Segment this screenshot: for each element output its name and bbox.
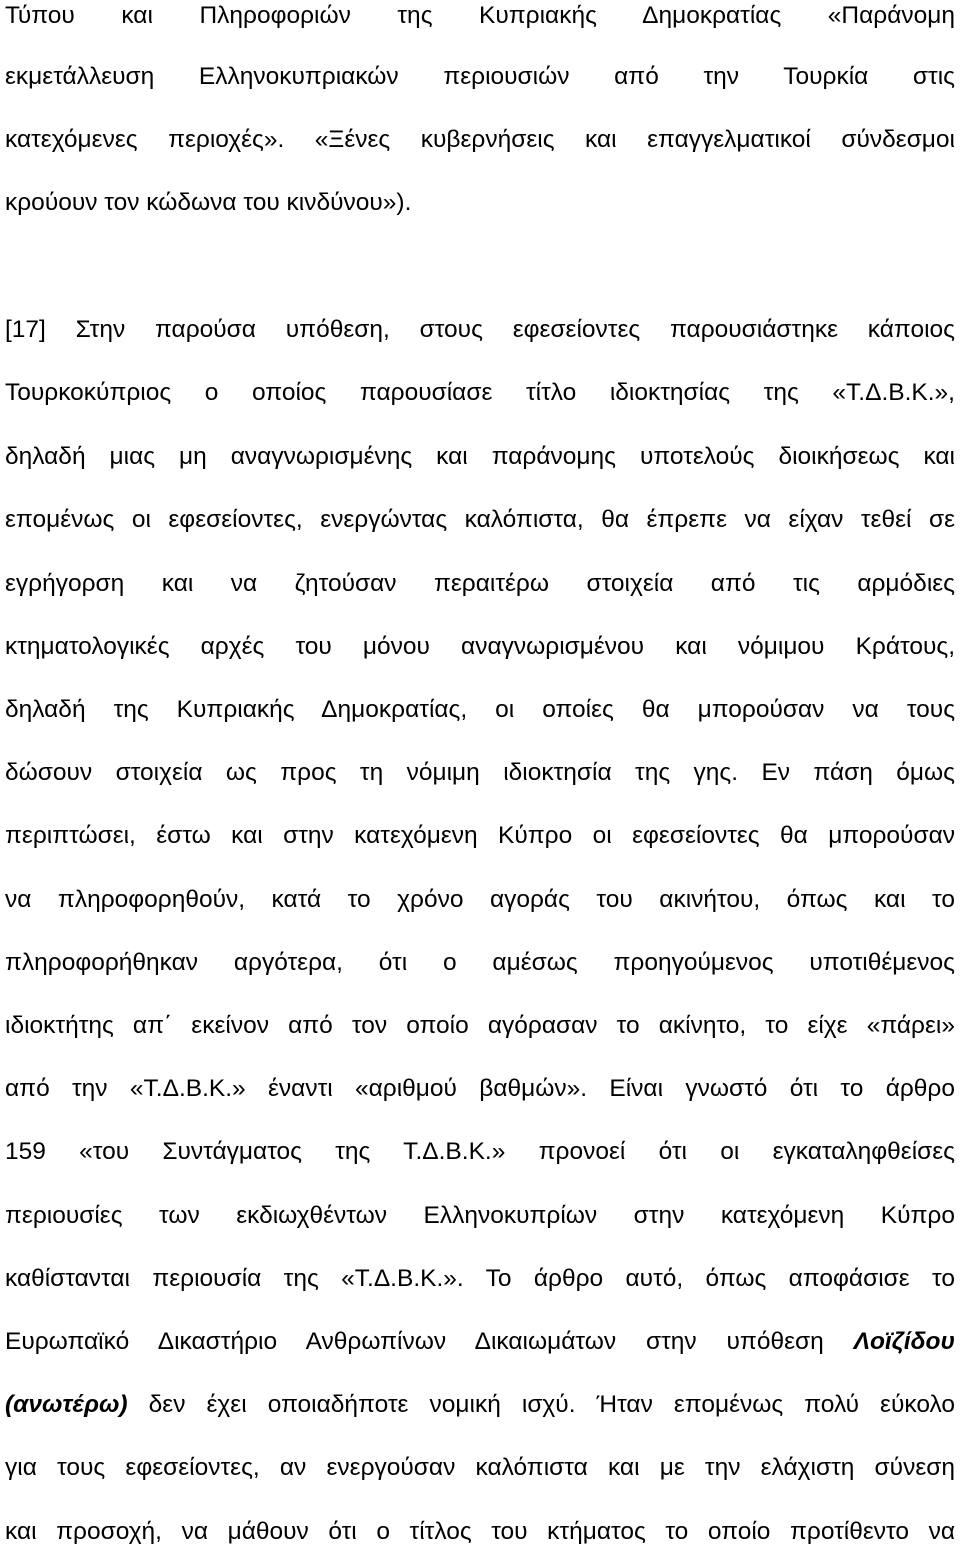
text-line: και προσοχή, να μάθουν ότι ο τίτλος του κτήματος το οποίο προτίθεντο να [5,1518,955,1545]
text-line: να πληροφορηθούν, κατά το χρόνο αγοράς του ακινήτου, όπως και το [5,886,955,913]
text-line: περιουσίες των εκδιωχθέντων Ελληνοκυπρίων στην κατεχόμενη Κύπρο [5,1202,955,1229]
text-line: περιπτώσει, έστω και στην κατεχόμενη Κύπρο οι εφεσείοντες θα μπορούσαν [5,822,955,849]
text-line: κρούουν τον κώδωνα του κινδύνου»). [5,189,412,216]
text-line: για τους εφεσείοντες, αν ενεργούσαν καλόπιστα και με την ελάχιστη σύνεση [5,1454,955,1481]
text-line: ιδιοκτήτης απ΄ εκείνον από τον οποίο αγόρασαν το ακίνητο, το είχε «πάρει» [5,1012,955,1039]
text-line [5,1326,955,1358]
paragraph-number-line: [17] Στην παρούσα υπόθεση, στους εφεσείοντες παρουσιάστηκε κάποιος [5,316,955,343]
text-line: από την «Τ.Δ.Β.Κ.» έναντι «αριθμού βαθμών». Είναι γνωστό ότι το άρθρο [5,1075,955,1102]
text-line: πληροφορήθηκαν αργότερα, ότι ο αμέσως προηγούμενος υποτιθέμενος [5,949,955,976]
text-line: 159 «του Συντάγματος της Τ.Δ.Β.Κ.» προνοεί ότι οι εγκαταληφθείσες [5,1138,955,1165]
case-name-emphasis: Λοϊζίδου [853,1328,955,1355]
text-line: εκμετάλλευση Ελληνοκυπριακών περιουσιών από την Τουρκία στις [5,63,955,90]
text-segment: Ευρωπαϊκό Δικαστήριο Ανθρωπίνων Δικαιωμάτων στην υπόθεση [5,1328,824,1355]
text-line: δώσουν στοιχεία ως προς τη νόμιμη ιδιοκτησία της γης. Εν πάση όμως [5,759,955,786]
text-line: δηλαδή της Κυπριακής Δημοκρατίας, οι οποίες θα μπορούσαν να τους [5,696,955,723]
text-line: κατεχόμενες περιοχές». «Ξένες κυβερνήσεις και επαγγελματικοί σύνδεσμοι [5,126,955,153]
text-line [5,1389,955,1421]
text-segment: δεν έχει οποιαδήποτε νομική ισχύ. Ήταν επομένως πολύ εύκολο [148,1391,955,1418]
text-line: Τουρκοκύπριος ο οποίος παρουσίασε τίτλο ιδιοκτησίας της «Τ.Δ.Β.Κ.», [5,379,955,406]
text-line: εγρήγορση και να ζητούσαν περαιτέρω στοιχεία από τις αρμόδιες [5,570,955,597]
text-line: δηλαδή μιας μη αναγνωρισμένης και παράνομης υποτελούς διοικήσεως και [5,443,955,470]
reference-emphasis: (ανωτέρω) [5,1391,128,1418]
text-line: επομένως οι εφεσείοντες, ενεργώντας καλόπιστα, θα έπρεπε να είχαν τεθεί σε [5,506,955,533]
text-line: καθίστανται περιουσία της «Τ.Δ.Β.Κ.». Το άρθρο αυτό, όπως αποφάσισε το [5,1265,955,1292]
text-line: Τύπου και Πληροφοριών της Κυπριακής Δημοκρατίας «Παράνομη [5,2,955,29]
text-line: κτηματολογικές αρχές του μόνου αναγνωρισμένου και νόμιμου Κράτους, [5,633,955,660]
